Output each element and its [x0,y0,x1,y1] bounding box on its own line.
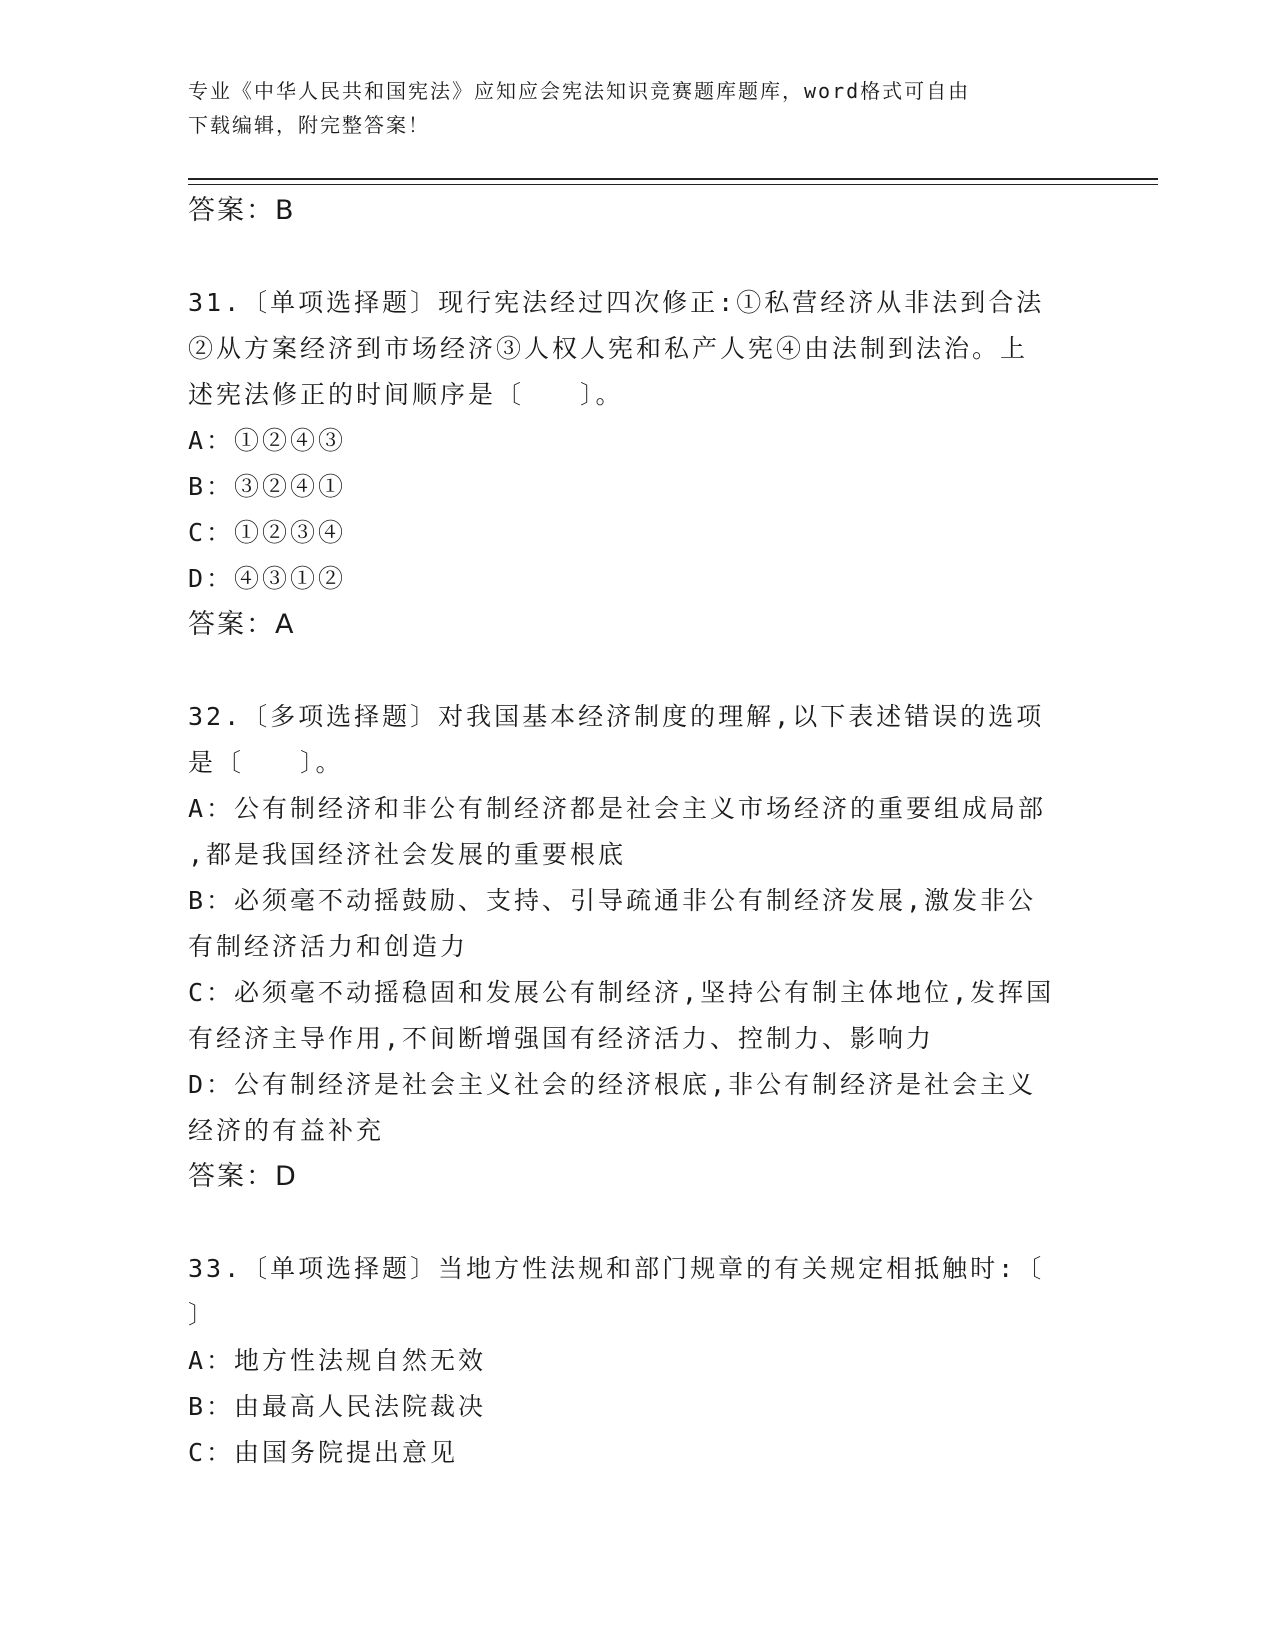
option-b: B：必须毫不动摇鼓励、支持、引导疏通非公有制经济发展,激发非公 [188,886,1037,915]
option-d: D：④③①② [188,564,347,593]
option-d: D：公有制经济是社会主义社会的经济根底,非公有制经济是社会主义 [188,1070,1037,1099]
option-d-continued: 经济的有益补充 [188,1116,385,1145]
option-c: C：由国务院提出意见 [188,1438,459,1467]
question-text-line: 33.〔单项选择题〕当地方性法规和部门规章的有关规定相抵触时:〔 [188,1254,1045,1283]
option-a: A：①②④③ [188,426,347,455]
question-text-line: 31.〔单项选择题〕现行宪法经过四次修正:①私营经济从非法到合法 [188,288,1045,317]
answer-line: 答案：B [188,195,296,226]
answer-line: 答案：D [188,1161,298,1192]
question-33 [188,1246,1088,1476]
option-c: C：必须毫不动摇稳固和发展公有制经济,坚持公有制主体地位,发挥国 [188,978,1055,1007]
option-b: B：由最高人民法院裁决 [188,1392,487,1421]
question-31 [188,280,1088,648]
question-text-line: 〕 [188,1300,217,1329]
option-b: B：③②④① [188,472,347,501]
question-text-line: 述宪法修正的时间顺序是〔 〕。 [188,380,624,409]
page-header [188,74,1088,142]
option-a-continued: ,都是我国经济社会发展的重要根底 [188,840,627,869]
question-32 [188,694,1088,1200]
option-c-continued: 有经济主导作用,不间断增强国有经济活力、控制力、影响力 [188,1024,935,1053]
question-text-line: 是〔 〕。 [188,748,344,777]
option-c: C：①②③④ [188,518,347,547]
answer-line: 答案：A [188,609,296,640]
question-text-line: ②从方案经济到市场经济③人权人宪和私产人宪④由法制到法治。上 [188,334,1029,363]
header-line-2: 下载编辑，附完整答案！ [188,113,430,137]
option-a: A：地方性法规自然无效 [188,1346,487,1375]
option-b-continued: 有制经济活力和创造力 [188,932,469,961]
question-content [188,188,1088,1476]
header-divider [188,178,1158,180]
question-text-line: 32.〔多项选择题〕对我国基本经济制度的理解,以下表述错误的选项 [188,702,1045,731]
header-line-1: 专业《中华人民共和国宪法》应知应会宪法知识竞赛题库题库，word格式可自由 [188,79,971,103]
option-a: A：公有制经济和非公有制经济都是社会主义市场经济的重要组成局部 [188,794,1047,823]
header-divider-thin [188,184,1158,185]
